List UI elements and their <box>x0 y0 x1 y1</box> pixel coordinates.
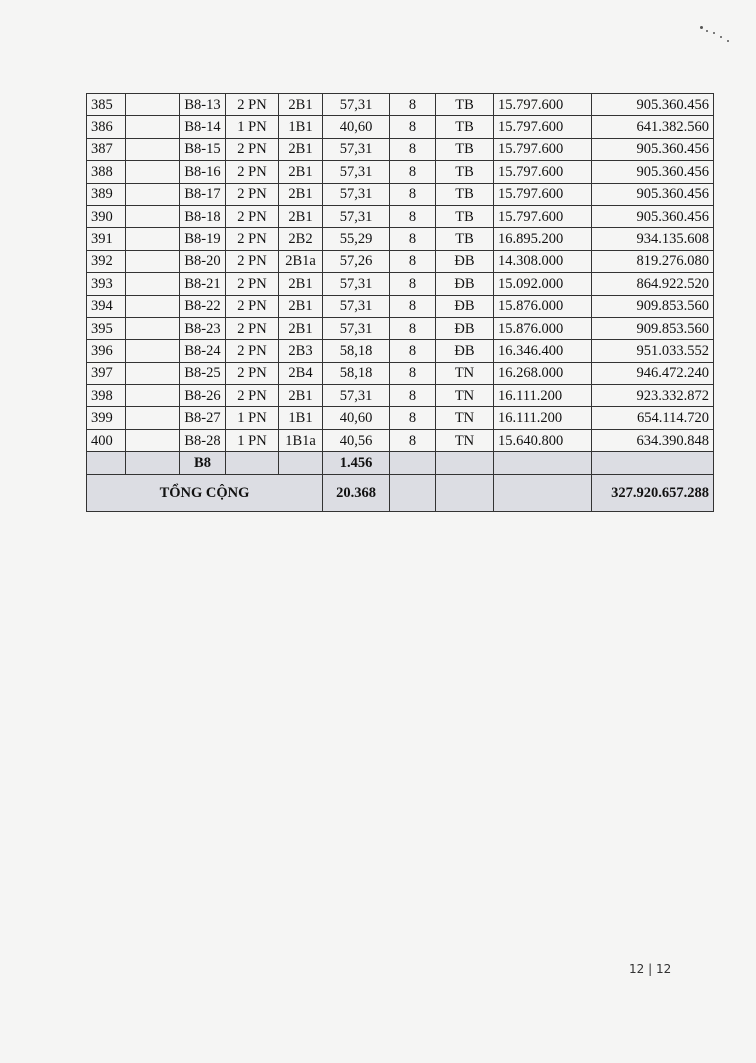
cell-amount: 923.332.872 <box>592 385 714 407</box>
table-row <box>87 295 714 317</box>
table-row <box>87 362 714 384</box>
cell-amount: 951.033.552 <box>592 340 714 362</box>
cell-unit-price: 15.797.600 <box>494 205 592 227</box>
cell-area: 57,31 <box>323 317 390 339</box>
cell-direction: TN <box>436 385 494 407</box>
cell-amount: 634.390.848 <box>592 429 714 451</box>
cell-bedrooms: 2 PN <box>226 161 279 183</box>
cell-bedrooms: 2 PN <box>226 362 279 384</box>
table-body <box>87 94 714 452</box>
cell-floor: 8 <box>390 161 436 183</box>
cell-unit-type: 2B1 <box>279 317 323 339</box>
cell-direction: TN <box>436 362 494 384</box>
cell-unit-type: 2B2 <box>279 228 323 250</box>
table-row <box>87 273 714 295</box>
cell-unit-price: 15.797.600 <box>494 138 592 160</box>
table-row <box>87 340 714 362</box>
cell-unit-type: 2B1 <box>279 161 323 183</box>
cell-unit-code: B8-18 <box>180 205 226 227</box>
cell-unit-price: 16.111.200 <box>494 385 592 407</box>
cell-direction: ĐB <box>436 340 494 362</box>
cell-unit-type: 2B1 <box>279 94 323 116</box>
cell-area: 57,31 <box>323 138 390 160</box>
cell-amount: 905.360.456 <box>592 94 714 116</box>
subtotal-area: 1.456 <box>323 452 390 475</box>
cell-floor: 8 <box>390 138 436 160</box>
cell-direction: TB <box>436 183 494 205</box>
cell-amount: 819.276.080 <box>592 250 714 272</box>
cell-unit-type: 2B1a <box>279 250 323 272</box>
cell-amount: 905.360.456 <box>592 138 714 160</box>
cell-row-number: 390 <box>87 205 126 227</box>
cell-row-number: 400 <box>87 429 126 451</box>
cell-amount: 641.382.560 <box>592 116 714 138</box>
cell-row-blank <box>126 183 180 205</box>
cell-row-number: 393 <box>87 273 126 295</box>
cell-row-blank <box>126 250 180 272</box>
cell-row-blank <box>126 161 180 183</box>
cell-bedrooms: 2 PN <box>226 138 279 160</box>
cell-area: 57,31 <box>323 183 390 205</box>
cell-unit-type: 2B3 <box>279 340 323 362</box>
table-row <box>87 161 714 183</box>
cell-unit-price: 15.797.600 <box>494 116 592 138</box>
cell-unit-code: B8-17 <box>180 183 226 205</box>
total-amount: 327.920.657.288 <box>592 475 714 512</box>
cell-row-blank <box>126 138 180 160</box>
cell-area: 40,60 <box>323 116 390 138</box>
cell-area: 57,31 <box>323 385 390 407</box>
cell-unit-code: B8-26 <box>180 385 226 407</box>
cell-unit-price: 16.268.000 <box>494 362 592 384</box>
cell-row-blank <box>126 429 180 451</box>
cell-bedrooms: 2 PN <box>226 228 279 250</box>
cell-unit-type: 2B1 <box>279 273 323 295</box>
cell-row-blank <box>126 116 180 138</box>
cell-floor: 8 <box>390 295 436 317</box>
cell-unit-code: B8-14 <box>180 116 226 138</box>
cell-bedrooms: 2 PN <box>226 250 279 272</box>
table-row <box>87 116 714 138</box>
cell-unit-type: 2B1 <box>279 183 323 205</box>
cell-direction: TB <box>436 94 494 116</box>
scan-specks <box>698 22 738 48</box>
cell-amount: 654.114.720 <box>592 407 714 429</box>
cell-area: 40,60 <box>323 407 390 429</box>
cell-row-number: 398 <box>87 385 126 407</box>
cell-row-blank <box>126 94 180 116</box>
cell-row-blank <box>126 295 180 317</box>
cell-unit-code: B8-27 <box>180 407 226 429</box>
cell-direction: TB <box>436 161 494 183</box>
subtotal-row <box>87 452 714 475</box>
cell-unit-price: 16.346.400 <box>494 340 592 362</box>
cell-unit-type: 1B1a <box>279 429 323 451</box>
cell-floor: 8 <box>390 407 436 429</box>
cell-area: 57,31 <box>323 295 390 317</box>
cell-direction: ĐB <box>436 295 494 317</box>
table-row <box>87 317 714 339</box>
cell-unit-code: B8-22 <box>180 295 226 317</box>
table-row <box>87 183 714 205</box>
cell-unit-code: B8-23 <box>180 317 226 339</box>
cell-floor: 8 <box>390 228 436 250</box>
cell-row-number: 389 <box>87 183 126 205</box>
cell-area: 57,31 <box>323 273 390 295</box>
table-row <box>87 429 714 451</box>
table-row <box>87 407 714 429</box>
cell-row-number: 394 <box>87 295 126 317</box>
cell-amount: 934.135.608 <box>592 228 714 250</box>
cell-floor: 8 <box>390 205 436 227</box>
cell-row-blank <box>126 205 180 227</box>
cell-bedrooms: 2 PN <box>226 340 279 362</box>
cell-area: 58,18 <box>323 340 390 362</box>
cell-bedrooms: 2 PN <box>226 295 279 317</box>
cell-floor: 8 <box>390 273 436 295</box>
cell-direction: ĐB <box>436 250 494 272</box>
cell-area: 57,31 <box>323 161 390 183</box>
cell-unit-code: B8-25 <box>180 362 226 384</box>
cell-unit-code: B8-13 <box>180 94 226 116</box>
cell-direction: TN <box>436 429 494 451</box>
cell-amount: 864.922.520 <box>592 273 714 295</box>
cell-row-number: 387 <box>87 138 126 160</box>
cell-unit-type: 1B1 <box>279 407 323 429</box>
cell-row-number: 395 <box>87 317 126 339</box>
cell-floor: 8 <box>390 116 436 138</box>
cell-amount: 909.853.560 <box>592 317 714 339</box>
cell-unit-price: 14.308.000 <box>494 250 592 272</box>
table-row <box>87 94 714 116</box>
cell-unit-price: 15.797.600 <box>494 94 592 116</box>
cell-bedrooms: 1 PN <box>226 407 279 429</box>
cell-amount: 909.853.560 <box>592 295 714 317</box>
cell-unit-price: 15.640.800 <box>494 429 592 451</box>
table-row <box>87 250 714 272</box>
cell-direction: TB <box>436 116 494 138</box>
cell-unit-code: B8-15 <box>180 138 226 160</box>
cell-unit-type: 2B1 <box>279 385 323 407</box>
cell-row-blank <box>126 273 180 295</box>
cell-direction: TB <box>436 205 494 227</box>
total-label: TỔNG CỘNG <box>87 475 323 512</box>
cell-area: 40,56 <box>323 429 390 451</box>
cell-floor: 8 <box>390 429 436 451</box>
cell-floor: 8 <box>390 385 436 407</box>
cell-floor: 8 <box>390 362 436 384</box>
cell-unit-type: 1B1 <box>279 116 323 138</box>
cell-bedrooms: 2 PN <box>226 94 279 116</box>
cell-area: 55,29 <box>323 228 390 250</box>
cell-unit-code: B8-19 <box>180 228 226 250</box>
cell-bedrooms: 2 PN <box>226 205 279 227</box>
cell-row-number: 388 <box>87 161 126 183</box>
cell-row-blank <box>126 362 180 384</box>
cell-row-blank <box>126 317 180 339</box>
cell-unit-price: 15.797.600 <box>494 183 592 205</box>
cell-row-number: 392 <box>87 250 126 272</box>
cell-row-number: 385 <box>87 94 126 116</box>
cell-unit-code: B8-28 <box>180 429 226 451</box>
cell-amount: 905.360.456 <box>592 205 714 227</box>
cell-direction: ĐB <box>436 317 494 339</box>
cell-direction: TB <box>436 228 494 250</box>
cell-floor: 8 <box>390 183 436 205</box>
cell-unit-code: B8-21 <box>180 273 226 295</box>
cell-unit-type: 2B1 <box>279 138 323 160</box>
cell-row-number: 396 <box>87 340 126 362</box>
cell-unit-price: 15.876.000 <box>494 317 592 339</box>
cell-floor: 8 <box>390 94 436 116</box>
cell-row-number: 391 <box>87 228 126 250</box>
cell-unit-price: 16.111.200 <box>494 407 592 429</box>
cell-row-number: 399 <box>87 407 126 429</box>
cell-row-blank <box>126 407 180 429</box>
cell-row-blank <box>126 385 180 407</box>
cell-bedrooms: 2 PN <box>226 385 279 407</box>
cell-direction: TN <box>436 407 494 429</box>
cell-floor: 8 <box>390 250 436 272</box>
table-row <box>87 138 714 160</box>
cell-unit-price: 15.092.000 <box>494 273 592 295</box>
cell-unit-price: 16.895.200 <box>494 228 592 250</box>
cell-row-number: 386 <box>87 116 126 138</box>
cell-direction: TB <box>436 138 494 160</box>
cell-area: 57,31 <box>323 205 390 227</box>
table-row <box>87 205 714 227</box>
cell-row-blank <box>126 340 180 362</box>
apartment-price-table <box>86 93 714 512</box>
cell-unit-type: 2B1 <box>279 205 323 227</box>
total-row <box>87 475 714 512</box>
cell-bedrooms: 2 PN <box>226 317 279 339</box>
cell-bedrooms: 2 PN <box>226 273 279 295</box>
cell-direction: ĐB <box>436 273 494 295</box>
page-number: 12 | 12 <box>629 962 672 976</box>
cell-area: 57,26 <box>323 250 390 272</box>
cell-amount: 946.472.240 <box>592 362 714 384</box>
cell-row-number: 397 <box>87 362 126 384</box>
table-row <box>87 385 714 407</box>
cell-row-blank <box>126 228 180 250</box>
total-area: 20.368 <box>323 475 390 512</box>
cell-unit-code: B8-24 <box>180 340 226 362</box>
cell-unit-type: 2B1 <box>279 295 323 317</box>
cell-unit-price: 15.876.000 <box>494 295 592 317</box>
subtotal-block: B8 <box>180 452 226 475</box>
cell-floor: 8 <box>390 340 436 362</box>
cell-bedrooms: 2 PN <box>226 183 279 205</box>
cell-unit-type: 2B4 <box>279 362 323 384</box>
cell-floor: 8 <box>390 317 436 339</box>
cell-area: 58,18 <box>323 362 390 384</box>
cell-amount: 905.360.456 <box>592 183 714 205</box>
cell-area: 57,31 <box>323 94 390 116</box>
cell-bedrooms: 1 PN <box>226 116 279 138</box>
cell-amount: 905.360.456 <box>592 161 714 183</box>
cell-unit-code: B8-20 <box>180 250 226 272</box>
cell-unit-price: 15.797.600 <box>494 161 592 183</box>
table-row <box>87 228 714 250</box>
cell-bedrooms: 1 PN <box>226 429 279 451</box>
cell-unit-code: B8-16 <box>180 161 226 183</box>
